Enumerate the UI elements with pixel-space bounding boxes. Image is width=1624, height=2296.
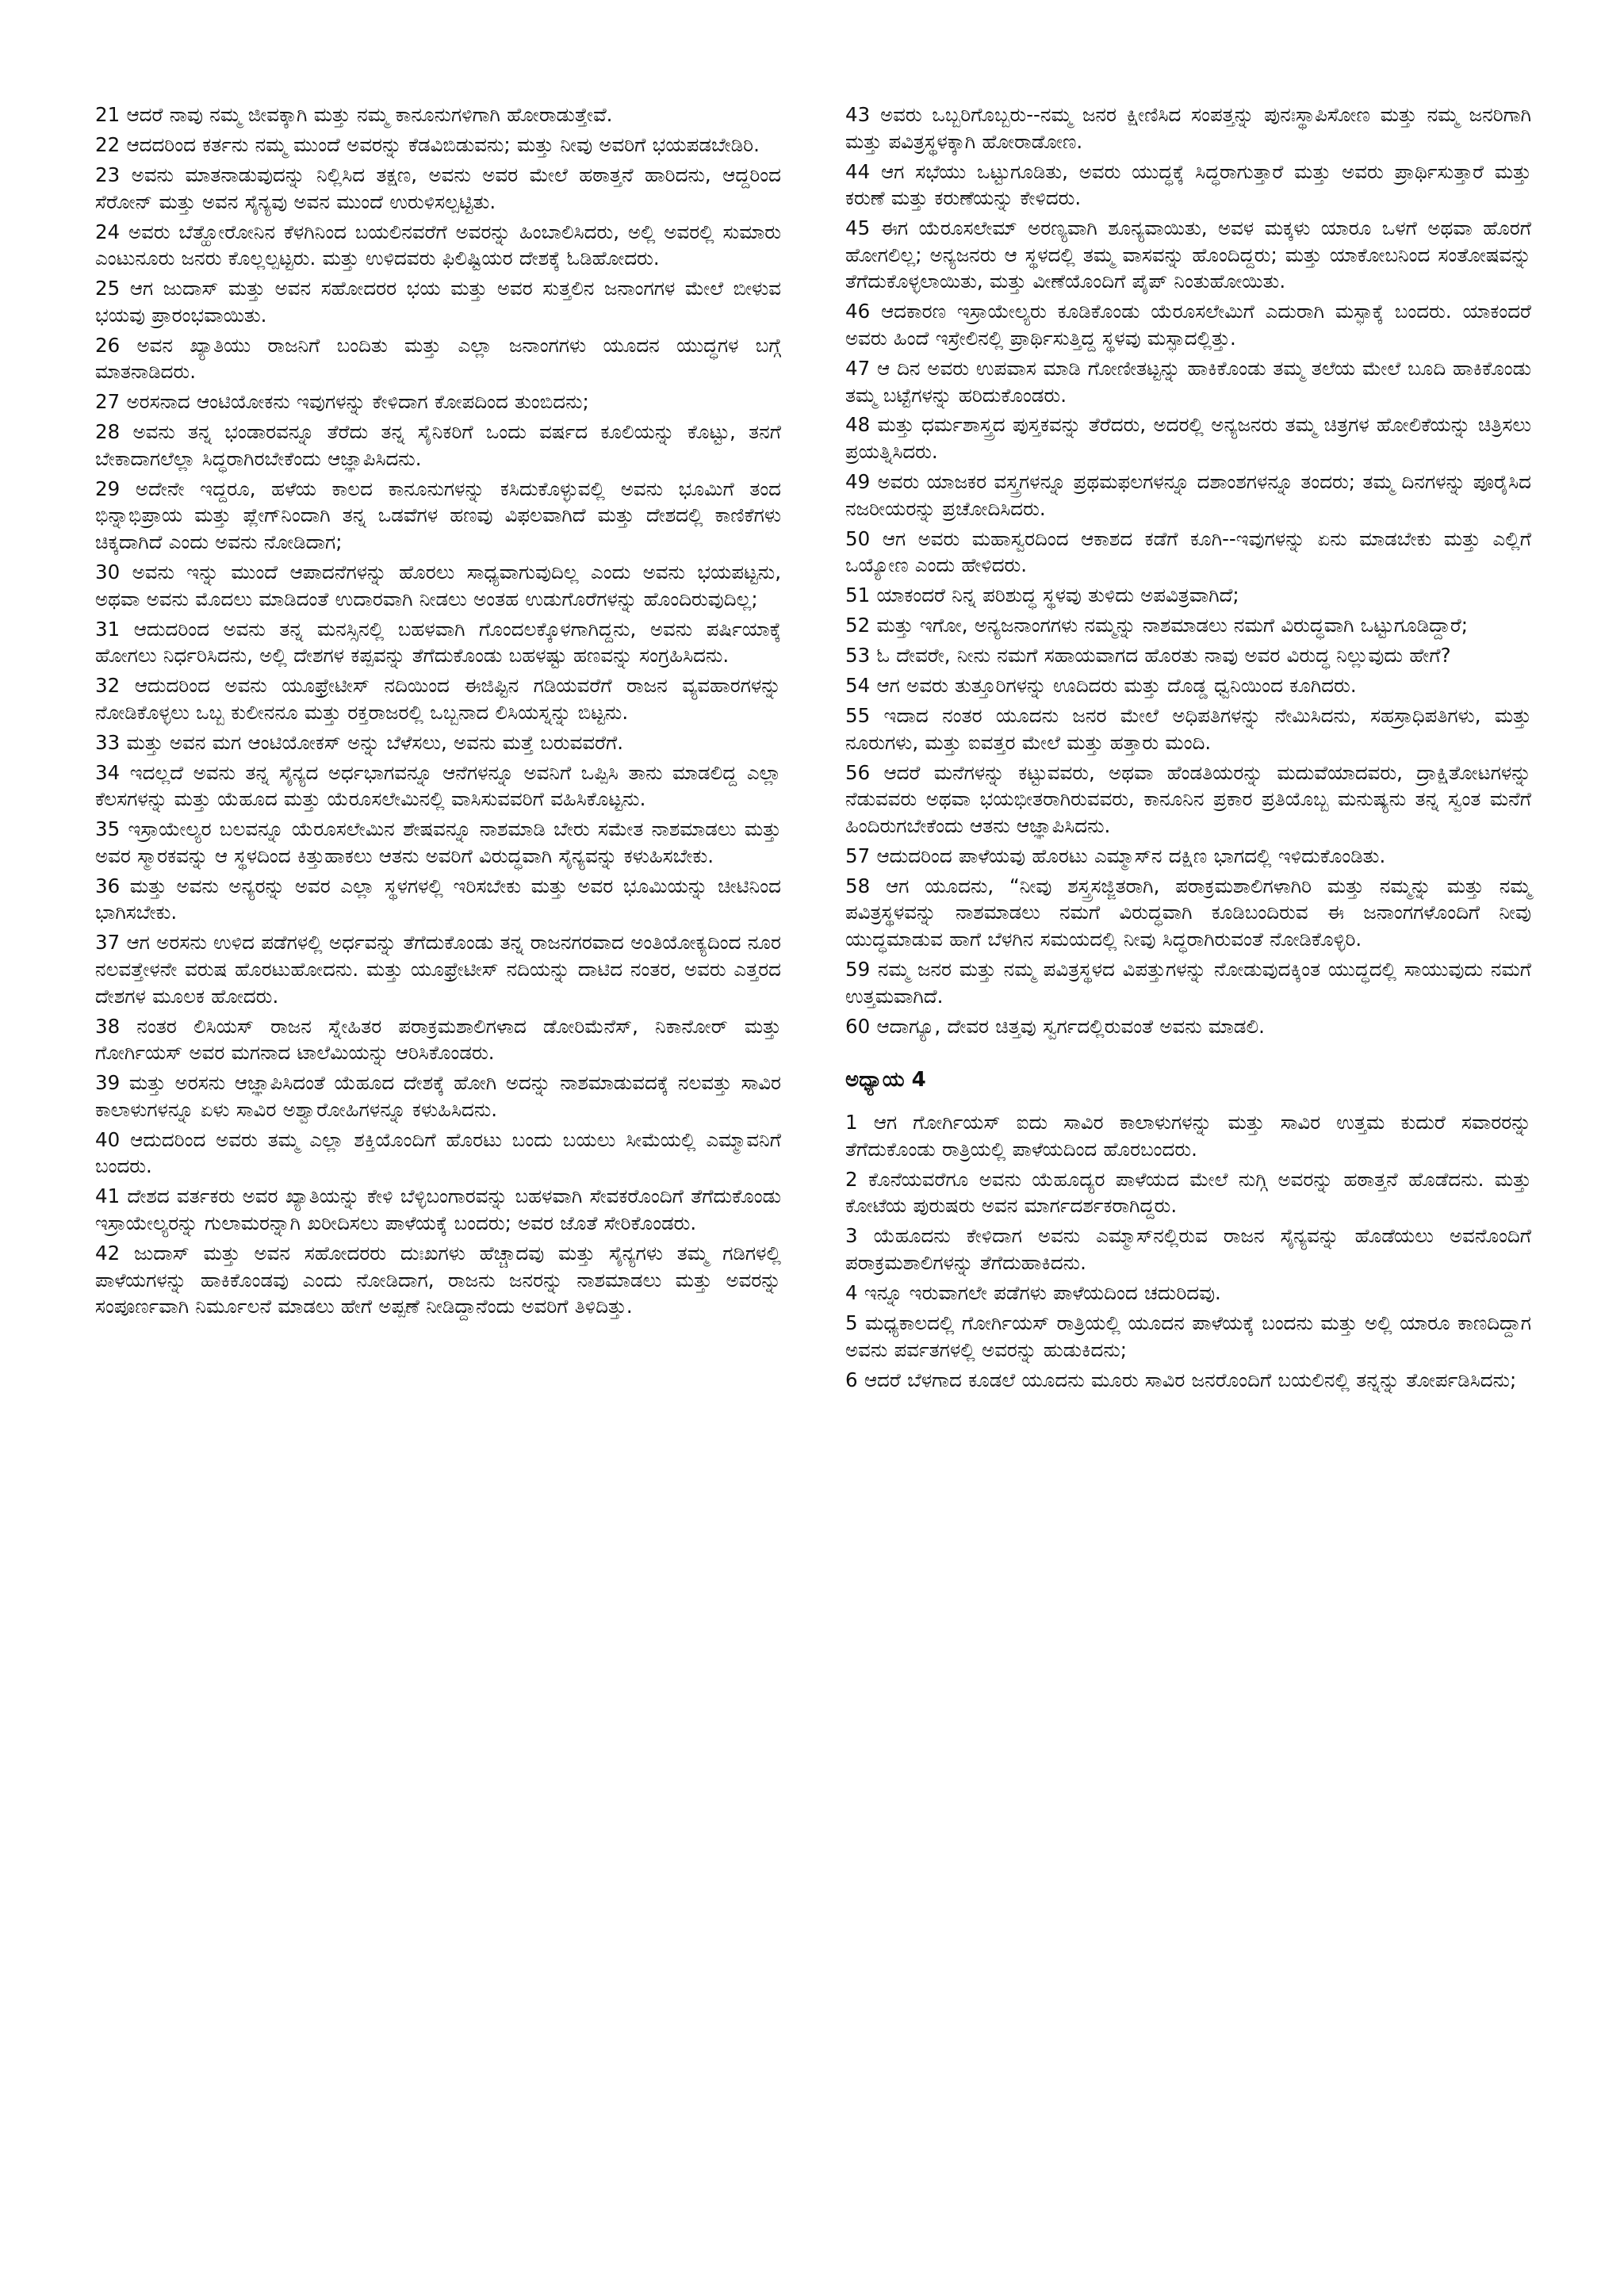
verse: 46 ಆದಕಾರಣ ಇಸ್ರಾಯೇಲ್ಯರು ಕೂಡಿಕೊಂಡು ಯೆರೂಸಲೇಮಿಗೆ ಎದುರಾಗಿ ಮಸ್ಫಾಕ್ಕೆ ಬಂದರು. ಯಾಕಂದರೆ ಅವರು ಹಿಂದೆ ಇಸ್ರೇಲಿನಲ್ಲಿ ಪ್ರಾರ್ಥಿಸುತ್ತಿದ್ದ ಸ್ಥಳವು ಮಸ್ಫಾದಲ್ಲಿತ್ತು.: [845, 300, 1531, 350]
verse: 59 ನಮ್ಮ ಜನರ ಮತ್ತು ನಮ್ಮ ಪವಿತ್ರಸ್ಥಳದ ವಿಪತ್ತುಗಳನ್ನು ನೋಡುವುದಕ್ಕಿಂತ ಯುದ್ಧದಲ್ಲಿ ಸಾಯುವುದು ನಮಗೆ ಉತ್ತಮವಾಗಿದೆ.: [845, 958, 1531, 1008]
verse: 28 ಅವನು ತನ್ನ ಭಂಡಾರವನ್ನೂ ತೆರೆದು ತನ್ನ ಸೈನಿಕರಿಗೆ ಒಂದು ವರ್ಷದ ಕೂಲಿಯನ್ನು ಕೊಟ್ಟು, ತನಗೆ ಬೇಕಾದಾಗಲೆಲ್ಲಾ ಸಿದ್ಧರಾಗಿರಬೇಕೆಂದು ಆಜ್ಞಾಪಿಸಿದನು.: [95, 420, 781, 470]
verse: 21 ಆದರೆ ನಾವು ನಮ್ಮ ಜೀವಕ್ಕಾಗಿ ಮತ್ತು ನಮ್ಮ ಕಾನೂನುಗಳಿಗಾಗಿ ಹೋರಾಡುತ್ತೇವೆ.: [95, 103, 613, 126]
chapter-heading: ಅಧ್ಯಾಯ 4: [845, 1068, 926, 1093]
verse: 25 ಆಗ ಜುದಾಸ್ ಮತ್ತು ಅವನ ಸಹೋದರರ ಭಯ ಮತ್ತು ಅವರ ಸುತ್ತಲಿನ ಜನಾಂಗಗಳ ಮೇಲೆ ಬೀಳುವ ಭಯವು ಪ್ರಾರಂಭವಾಯಿತು.: [95, 277, 781, 327]
verse: 57 ಆದುದರಿಂದ ಪಾಳೆಯವು ಹೊರಟು ಎಮ್ಮಾಸ್‌ನ ದಕ್ಷಿಣ ಭಾಗದಲ್ಲಿ ಇಳಿದುಕೊಂಡಿತು.: [845, 844, 1386, 867]
verse: 3 ಯೆಹೂದನು ಕೇಳಿದಾಗ ಅವನು ಎಮ್ಮಾಸ್‌ನಲ್ಲಿರುವ ರಾಜನ ಸೈನ್ಯವನ್ನು ಹೊಡೆಯಲು ಅವನೊಂದಿಗೆ ಪರಾಕ್ರಮಶಾಲಿಗಳನ್ನು ತೆಗೆದುಹಾಕಿದನು.: [845, 1224, 1531, 1274]
verse: 4 ಇನ್ನೂ ಇರುವಾಗಲೇ ಪಡೆಗಳು ಪಾಳೆಯದಿಂದ ಚದುರಿದವು.: [845, 1280, 1221, 1304]
verse: 52 ಮತ್ತು ಇಗೋ, ಅನ್ಯಜನಾಂಗಗಳು ನಮ್ಮನ್ನು ನಾಶಮಾಡಲು ನಮಗೆ ವಿರುದ್ಧವಾಗಿ ಒಟ್ಟುಗೂಡಿದ್ದಾರೆ;: [845, 614, 1469, 637]
left-column: [95, 101, 781, 1323]
verse: 24 ಅವರು ಬೆತ್ಹೋರೋನಿನ ಕೆಳಗಿನಿಂದ ಬಯಲಿನವರೆಗೆ ಅವರನ್ನು ಹಿಂಬಾಲಿಸಿದರು, ಅಲ್ಲಿ ಅವರಲ್ಲಿ ಸುಮಾರು ಎಂಟುನೂರು ಜನರು ಕೊಲ್ಲಲ್ಪಟ್ಟರು. ಮತ್ತು ಉಳಿದವರು ಫಿಲಿಷ್ಟಿಯರ ದೇಶಕ್ಕೆ ಓಡಿಹೋದರು.: [95, 220, 781, 270]
verse: 58 ಆಗ ಯೂದನು, “ನೀವು ಶಸ್ತ್ರಸಜ್ಜಿತರಾಗಿ, ಪರಾಕ್ರಮಶಾಲಿಗಳಾಗಿರಿ ಮತ್ತು ನಮ್ಮನ್ನು ಮತ್ತು ನಮ್ಮ ಪವಿತ್ರಸ್ಥಳವನ್ನು ನಾಶಮಾಡಲು ನಮಗೆ ವಿರುದ್ಧವಾಗಿ ಕೂಡಿಬಂದಿರುವ ಈ ಜನಾಂಗಗಳೊಂದಿಗೆ ನೀವು ಯುದ್ಧಮಾಡುವ ಹಾಗೆ ಬೆಳಗಿನ ಸಮಯದಲ್ಲಿ ನೀವು ಸಿದ್ಧರಾಗಿರುವಂತೆ ನೋಡಿಕೊಳ್ಳಿರಿ.: [845, 874, 1531, 951]
verse: 6 ಆದರೆ ಬೆಳಗಾದ ಕೂಡಲೆ ಯೂದನು ಮೂರು ಸಾವಿರ ಜನರೊಂದಿಗೆ ಬಯಲಿನಲ್ಲಿ ತನ್ನನ್ನು ತೋರ್ಪಡಿಸಿದನು;: [845, 1368, 1517, 1391]
verse: 39 ಮತ್ತು ಅರಸನು ಆಜ್ಞಾಪಿಸಿದಂತೆ ಯೆಹೂದ ದೇಶಕ್ಕೆ ಹೋಗಿ ಅದನ್ನು ನಾಶಮಾಡುವದಕ್ಕೆ ನಲವತ್ತು ಸಾವಿರ ಕಾಲಾಳುಗಳನ್ನೂ ಏಳು ಸಾವಿರ ಅಶ್ವಾರೋಹಿಗಳನ್ನೂ ಕಳುಹಿಸಿದನು.: [95, 1071, 781, 1121]
verse: 51 ಯಾಕಂದರೆ ನಿನ್ನ ಪರಿಶುದ್ಧ ಸ್ಥಳವು ತುಳಿದು ಅಪವಿತ್ರವಾಗಿದೆ;: [845, 584, 1239, 607]
verse: 29 ಅದೇನೇ ಇದ್ದರೂ, ಹಳೆಯ ಕಾಲದ ಕಾನೂನುಗಳನ್ನು ಕಸಿದುಕೊಳ್ಳುವಲ್ಲಿ ಅವನು ಭೂಮಿಗೆ ತಂದ ಭಿನ್ನಾಭಿಪ್ರಾಯ ಮತ್ತು ಪ್ಲೇಗ್‌ನಿಂದಾಗಿ ತನ್ನ ಒಡವೆಗಳ ಹಣವು ವಿಫಲವಾಗಿದೆ ಮತ್ತು ದೇಶದಲ್ಲಿ ಕಾಣಿಕೆಗಳು ಚಿಕ್ಕದಾಗಿದೆ ಎಂದು ಅವನು ನೋಡಿದಾಗ;: [95, 476, 781, 554]
verse: 48 ಮತ್ತು ಧರ್ಮಶಾಸ್ತ್ರದ ಪುಸ್ತಕವನ್ನು ತೆರೆದರು, ಅದರಲ್ಲಿ ಅನ್ಯಜನರು ತಮ್ಮ ಚಿತ್ರಗಳ ಹೋಲಿಕೆಯನ್ನು ಚಿತ್ರಿಸಲು ಪ್ರಯತ್ನಿಸಿದರು.: [845, 413, 1531, 464]
verse: 41 ದೇಶದ ವರ್ತಕರು ಅವರ ಖ್ಯಾತಿಯನ್ನು ಕೇಳಿ ಬೆಳ್ಳಿಬಂಗಾರವನ್ನು ಬಹಳವಾಗಿ ಸೇವಕರೊಂದಿಗೆ ತೆಗೆದುಕೊಂಡು ಇಸ್ರಾಯೇಲ್ಯರನ್ನು ಗುಲಾಮರನ್ನಾಗಿ ಖರೀದಿಸಲು ಪಾಳೆಯಕ್ಕೆ ಬಂದರು; ಅವರ ಜೊತೆ ಸೇರಿಕೊಂಡರು.: [95, 1184, 781, 1234]
verse: 22 ಆದದರಿಂದ ಕರ್ತನು ನಮ್ಮ ಮುಂದೆ ಅವರನ್ನು ಕೆಡವಿಬಿಡುವನು; ಮತ್ತು ನೀವು ಅವರಿಗೆ ಭಯಪಡಬೇಡಿರಿ.: [95, 132, 760, 156]
verse: 5 ಮಧ್ಯಕಾಲದಲ್ಲಿ ಗೋರ್ಗಿಯಸ್ ರಾತ್ರಿಯಲ್ಲಿ ಯೂದನ ಪಾಳೆಯಕ್ಕೆ ಬಂದನು ಮತ್ತು ಅಲ್ಲಿ ಯಾರೂ ಕಾಣದಿದ್ದಾಗ ಅವನು ಪರ್ವತಗಳಲ್ಲಿ ಅವರನ್ನು ಹುಡುಕಿದನು;: [845, 1311, 1531, 1361]
verse: 53 ಓ ದೇವರೇ, ನೀನು ನಮಗೆ ಸಹಾಯವಾಗದ ಹೊರತು ನಾವು ಅವರ ವಿರುದ್ಧ ನಿಲ್ಲುವುದು ಹೇಗೆ?: [845, 644, 1451, 668]
verse: 37 ಆಗ ಅರಸನು ಉಳಿದ ಪಡೆಗಳಲ್ಲಿ ಅರ್ಧವನ್ನು ತೆಗೆದುಕೊಂಡು ತನ್ನ ರಾಜನಗರವಾದ ಅಂತಿಯೋಕ್ಯದಿಂದ ನೂರ ನಲವತ್ತೇಳನೇ ವರುಷ ಹೊರಟುಹೋದನು. ಮತ್ತು ಯೂಫ್ರೇಟೀಸ್ ನದಿಯನ್ನು ದಾಟಿದ ನಂತರ, ಅವರು ಎತ್ತರದ ದೇಶಗಳ ಮೂಲಕ ಹೋದರು.: [95, 931, 781, 1008]
verse: 32 ಆದುದರಿಂದ ಅವನು ಯೂಫ್ರೇಟೀಸ್ ನದಿಯಿಂದ ಈಜಿಪ್ಟಿನ ಗಡಿಯವರೆಗೆ ರಾಜನ ವ್ಯವಹಾರಗಳನ್ನು ನೋಡಿಕೊಳ್ಳಲು ಒಬ್ಬ ಕುಲೀನನೂ ಮತ್ತು ರಕ್ತರಾಜರಲ್ಲಿ ಒಬ್ಬನಾದ ಲಿಸಿಯಸ್ನನ್ನು ಬಿಟ್ಟನು.: [95, 674, 781, 724]
verse: 26 ಅವನ ಖ್ಯಾತಿಯು ರಾಜನಿಗೆ ಬಂದಿತು ಮತ್ತು ಎಲ್ಲಾ ಜನಾಂಗಗಳು ಯೂದನ ಯುದ್ಧಗಳ ಬಗ್ಗೆ ಮಾತನಾಡಿದರು.: [95, 333, 781, 384]
verse: 27 ಅರಸನಾದ ಆಂಟಿಯೋಕನು ಇವುಗಳನ್ನು ಕೇಳಿದಾಗ ಕೋಪದಿಂದ ತುಂಬಿದನು;: [95, 390, 589, 414]
right-column: [845, 101, 1531, 1397]
verse: 34 ಇದಲ್ಲದೆ ಅವನು ತನ್ನ ಸೈನ್ಯದ ಅರ್ಧಭಾಗವನ್ನೂ ಆನೆಗಳನ್ನೂ ಅವನಿಗೆ ಒಪ್ಪಿಸಿ ತಾನು ಮಾಡಲಿದ್ದ ಎಲ್ಲಾ ಕೆಲಸಗಳನ್ನು ಮತ್ತು ಯೆಹೂದ ಮತ್ತು ಯೆರೂಸಲೇಮಿನಲ್ಲಿ ವಾಸಿಸುವವರಿಗೆ ವಹಿಸಿಕೊಟ್ಟನು.: [95, 760, 781, 811]
verse: 43 ಅವರು ಒಬ್ಬರಿಗೊಬ್ಬರು--ನಮ್ಮ ಜನರ ಕ್ಷೀಣಿಸಿದ ಸಂಪತ್ತನ್ನು ಪುನಃಸ್ಥಾಪಿಸೋಣ ಮತ್ತು ನಮ್ಮ ಜನರಿಗಾಗಿ ಮತ್ತು ಪವಿತ್ರಸ್ಥಳಕ್ಕಾಗಿ ಹೋರಾಡೋಣ.: [845, 103, 1531, 153]
verse: 55 ಇದಾದ ನಂತರ ಯೂದನು ಜನರ ಮೇಲೆ ಅಧಿಪತಿಗಳನ್ನು ನೇಮಿಸಿದನು, ಸಹಸ್ರಾಧಿಪತಿಗಳು, ಮತ್ತು ನೂರುಗಳು, ಮತ್ತು ಐವತ್ತರ ಮೇಲೆ ಮತ್ತು ಹತ್ತಾರು ಮಂದಿ.: [845, 704, 1531, 754]
verse: 23 ಅವನು ಮಾತನಾಡುವುದನ್ನು ನಿಲ್ಲಿಸಿದ ತಕ್ಷಣ, ಅವನು ಅವರ ಮೇಲೆ ಹಠಾತ್ತನೆ ಹಾರಿದನು, ಆದ್ದರಿಂದ ಸೆರೋನ್ ಮತ್ತು ಅವನ ಸೈನ್ಯವು ಅವನ ಮುಂದೆ ಉರುಳಿಸಲ್ಪಟ್ಟಿತು.: [95, 163, 781, 213]
verse: 56 ಆದರೆ ಮನೆಗಳನ್ನು ಕಟ್ಟುವವರು, ಅಥವಾ ಹೆಂಡತಿಯರನ್ನು ಮದುವೆಯಾದವರು, ದ್ರಾಕ್ಷಿತೋಟಗಳನ್ನು ನೆಡುವವರು ಅಥವಾ ಭಯಭೀತರಾಗಿರುವವರು, ಕಾನೂನಿನ ಪ್ರಕಾರ ಪ್ರತಿಯೊಬ್ಬ ಮನುಷ್ಯನು ತನ್ನ ಸ್ವಂತ ಮನೆಗೆ ಹಿಂದಿರುಗಬೇಕೆಂದು ಆತನು ಆಜ್ಞಾಪಿಸಿದನು.: [845, 760, 1531, 837]
verse: 54 ಆಗ ಅವರು ತುತ್ತೂರಿಗಳನ್ನು ಊದಿದರು ಮತ್ತು ದೊಡ್ಡ ಧ್ವನಿಯಿಂದ ಕೂಗಿದರು.: [845, 674, 1357, 698]
verse: 47 ಆ ದಿನ ಅವರು ಉಪವಾಸ ಮಾಡಿ ಗೋಣೀತಟ್ಟನ್ನು ಹಾಕಿಕೊಂಡು ತಮ್ಮ ತಲೆಯ ಮೇಲೆ ಬೂದಿ ಹಾಕಿಕೊಂಡು ತಮ್ಮ ಬಟ್ಟೆಗಳನ್ನು ಹರಿದುಕೊಂಡರು.: [845, 356, 1531, 407]
verse: 1 ಆಗ ಗೋರ್ಗಿಯಸ್ ಐದು ಸಾವಿರ ಕಾಲಾಳುಗಳನ್ನು ಮತ್ತು ಸಾವಿರ ಉತ್ತಮ ಕುದುರೆ ಸವಾರರನ್ನು ತೆಗೆದುಕೊಂಡು ರಾತ್ರಿಯಲ್ಲಿ ಪಾಳೆಯದಿಂದ ಹೊರಬಂದರು.: [845, 1111, 1531, 1161]
verse: 30 ಅವನು ಇನ್ನು ಮುಂದೆ ಆಪಾದನೆಗಳನ್ನು ಹೊರಲು ಸಾಧ್ಯವಾಗುವುದಿಲ್ಲ ಎಂದು ಅವನು ಭಯಪಟ್ಟನು, ಅಥವಾ ಅವನು ಮೊದಲು ಮಾಡಿದಂತೆ ಉದಾರವಾಗಿ ನೀಡಲು ಅಂತಹ ಉಡುಗೊರೆಗಳನ್ನು ಹೊಂದಿರುವುದಿಲ್ಲ;: [95, 561, 781, 610]
verse: 45 ಈಗ ಯೆರೂಸಲೇಮ್ ಅರಣ್ಯವಾಗಿ ಶೂನ್ಯವಾಯಿತು, ಅವಳ ಮಕ್ಕಳು ಯಾರೂ ಒಳಗೆ ಅಥವಾ ಹೊರಗೆ ಹೋಗಲಿಲ್ಲ; ಅನ್ಯಜನರು ಆ ಸ್ಥಳದಲ್ಲಿ ತಮ್ಮ ವಾಸವನ್ನು ಹೊಂದಿದ್ದರು; ಮತ್ತು ಯಾಕೋಬನಿಂದ ಸಂತೋಷವನ್ನು ತೆಗೆದುಕೊಳ್ಳಲಾಯಿತು, ಮತ್ತು ವೀಣೆಯೊಂದಿಗೆ ಪೈಪ್ ನಿಂತುಹೋಯಿತು.: [845, 216, 1531, 293]
verse: 60 ಆದಾಗ್ಯೂ, ದೇವರ ಚಿತ್ತವು ಸ್ವರ್ಗದಲ್ಲಿರುವಂತೆ ಅವನು ಮಾಡಲಿ.: [845, 1014, 1265, 1038]
verse: 2 ಕೊನೆಯವರೆಗೂ ಅವನು ಯೆಹೂದ್ಯರ ಪಾಳೆಯದ ಮೇಲೆ ನುಗ್ಗಿ ಅವರನ್ನು ಹಠಾತ್ತನೆ ಹೊಡೆದನು. ಮತ್ತು ಕೋಟೆಯ ಪುರುಷರು ಅವನ ಮಾರ್ಗದರ್ಶಕರಾಗಿದ್ದರು.: [845, 1167, 1531, 1218]
verse: 31 ಆದುದರಿಂದ ಅವನು ತನ್ನ ಮನಸ್ಸಿನಲ್ಲಿ ಬಹಳವಾಗಿ ಗೊಂದಲಕ್ಕೊಳಗಾಗಿದ್ದನು, ಅವನು ಪರ್ಷಿಯಾಕ್ಕೆ ಹೋಗಲು ನಿರ್ಧರಿಸಿದನು, ಅಲ್ಲಿ ದೇಶಗಳ ಕಪ್ಪವನ್ನು ತೆಗೆದುಕೊಂಡು ಬಹಳಷ್ಟು ಹಣವನ್ನು ಸಂಗ್ರಹಿಸಿದನು.: [95, 617, 781, 668]
verse: 36 ಮತ್ತು ಅವನು ಅನ್ಯರನ್ನು ಅವರ ಎಲ್ಲಾ ಸ್ಥಳಗಳಲ್ಲಿ ಇರಿಸಬೇಕು ಮತ್ತು ಅವರ ಭೂಮಿಯನ್ನು ಚೀಟಿನಿಂದ ಭಾಗಿಸಬೇಕು.: [95, 874, 781, 924]
verse: 38 ನಂತರ ಲಿಸಿಯಸ್ ರಾಜನ ಸ್ನೇಹಿತರ ಪರಾಕ್ರಮಶಾಲಿಗಳಾದ ಡೋರಿಮೆನೆಸ್, ನಿಕಾನೋರ್ ಮತ್ತು ಗೋರ್ಗಿಯಸ್ ಅವರ ಮಗನಾದ ಟಾಲೆಮಿಯನ್ನು ಆರಿಸಿಕೊಂಡರು.: [95, 1014, 781, 1065]
verse: 33 ಮತ್ತು ಅವನ ಮಗ ಆಂಟಿಯೋಕಸ್ ಅನ್ನು ಬೆಳೆಸಲು, ಅವನು ಮತ್ತೆ ಬರುವವರೆಗೆ.: [95, 730, 624, 754]
verse: 49 ಅವರು ಯಾಜಕರ ವಸ್ತ್ರಗಳನ್ನೂ ಪ್ರಥಮಫಲಗಳನ್ನೂ ದಶಾಂಶಗಳನ್ನೂ ತಂದರು; ತಮ್ಮ ದಿನಗಳನ್ನು ಪೂರೈಸಿದ ನಜರೀಯರನ್ನು ಪ್ರಚೋದಿಸಿದರು.: [845, 470, 1531, 520]
verse: 44 ಆಗ ಸಭೆಯು ಒಟ್ಟುಗೂಡಿತು, ಅವರು ಯುದ್ಧಕ್ಕೆ ಸಿದ್ಧರಾಗುತ್ತಾರೆ ಮತ್ತು ಅವರು ಪ್ರಾರ್ಥಿಸುತ್ತಾರೆ ಮತ್ತು ಕರುಣೆ ಮತ್ತು ಕರುಣೆಯನ್ನು ಕೇಳಿದರು.: [845, 159, 1531, 210]
verse: 40 ಆದುದರಿಂದ ಅವರು ತಮ್ಮ ಎಲ್ಲಾ ಶಕ್ತಿಯೊಂದಿಗೆ ಹೊರಟು ಬಂದು ಬಯಲು ಸೀಮೆಯಲ್ಲಿ ಎಮ್ಮಾವನಿಗೆ ಬಂದರು.: [95, 1127, 781, 1178]
verse: 50 ಆಗ ಅವರು ಮಹಾಸ್ವರದಿಂದ ಆಕಾಶದ ಕಡೆಗೆ ಕೂಗಿ--ಇವುಗಳನ್ನು ಏನು ಮಾಡಬೇಕು ಮತ್ತು ಎಲ್ಲಿಗೆ ಒಯ್ಯೋಣ ಎಂದು ಹೇಳಿದರು.: [845, 526, 1531, 577]
verse: 35 ಇಸ್ರಾಯೇಲ್ಯರ ಬಲವನ್ನೂ ಯೆರೂಸಲೇಮಿನ ಶೇಷವನ್ನೂ ನಾಶಮಾಡಿ ಬೇರು ಸಮೇತ ನಾಶಮಾಡಲು ಮತ್ತು ಅವರ ಸ್ಮಾರಕವನ್ನು ಆ ಸ್ಥಳದಿಂದ ಕಿತ್ತುಹಾಕಲು ಆತನು ಅವರಿಗೆ ವಿರುದ್ಧವಾಗಿ ಸೈನ್ಯವನ್ನು ಕಳುಹಿಸಬೇಕು.: [95, 817, 781, 867]
verse: 42 ಜುದಾಸ್ ಮತ್ತು ಅವನ ಸಹೋದರರು ದುಃಖಗಳು ಹೆಚ್ಚಾದವು ಮತ್ತು ಸೈನ್ಯಗಳು ತಮ್ಮ ಗಡಿಗಳಲ್ಲಿ ಪಾಳೆಯಗಳನ್ನು ಹಾಕಿಕೊಂಡವು ಎಂದು ನೋಡಿದಾಗ, ರಾಜನು ಜನರನ್ನು ನಾಶಮಾಡಲು ಮತ್ತು ಅವರನ್ನು ಸಂಪೂರ್ಣವಾಗಿ ನಿರ್ಮೂಲನೆ ಮಾಡಲು ಹೇಗೆ ಅಪ್ಪಣೆ ನೀಡಿದ್ದಾನೆಂದು ಅವರಿಗೆ ತಿಳಿದಿತ್ತು.: [95, 1241, 781, 1318]
